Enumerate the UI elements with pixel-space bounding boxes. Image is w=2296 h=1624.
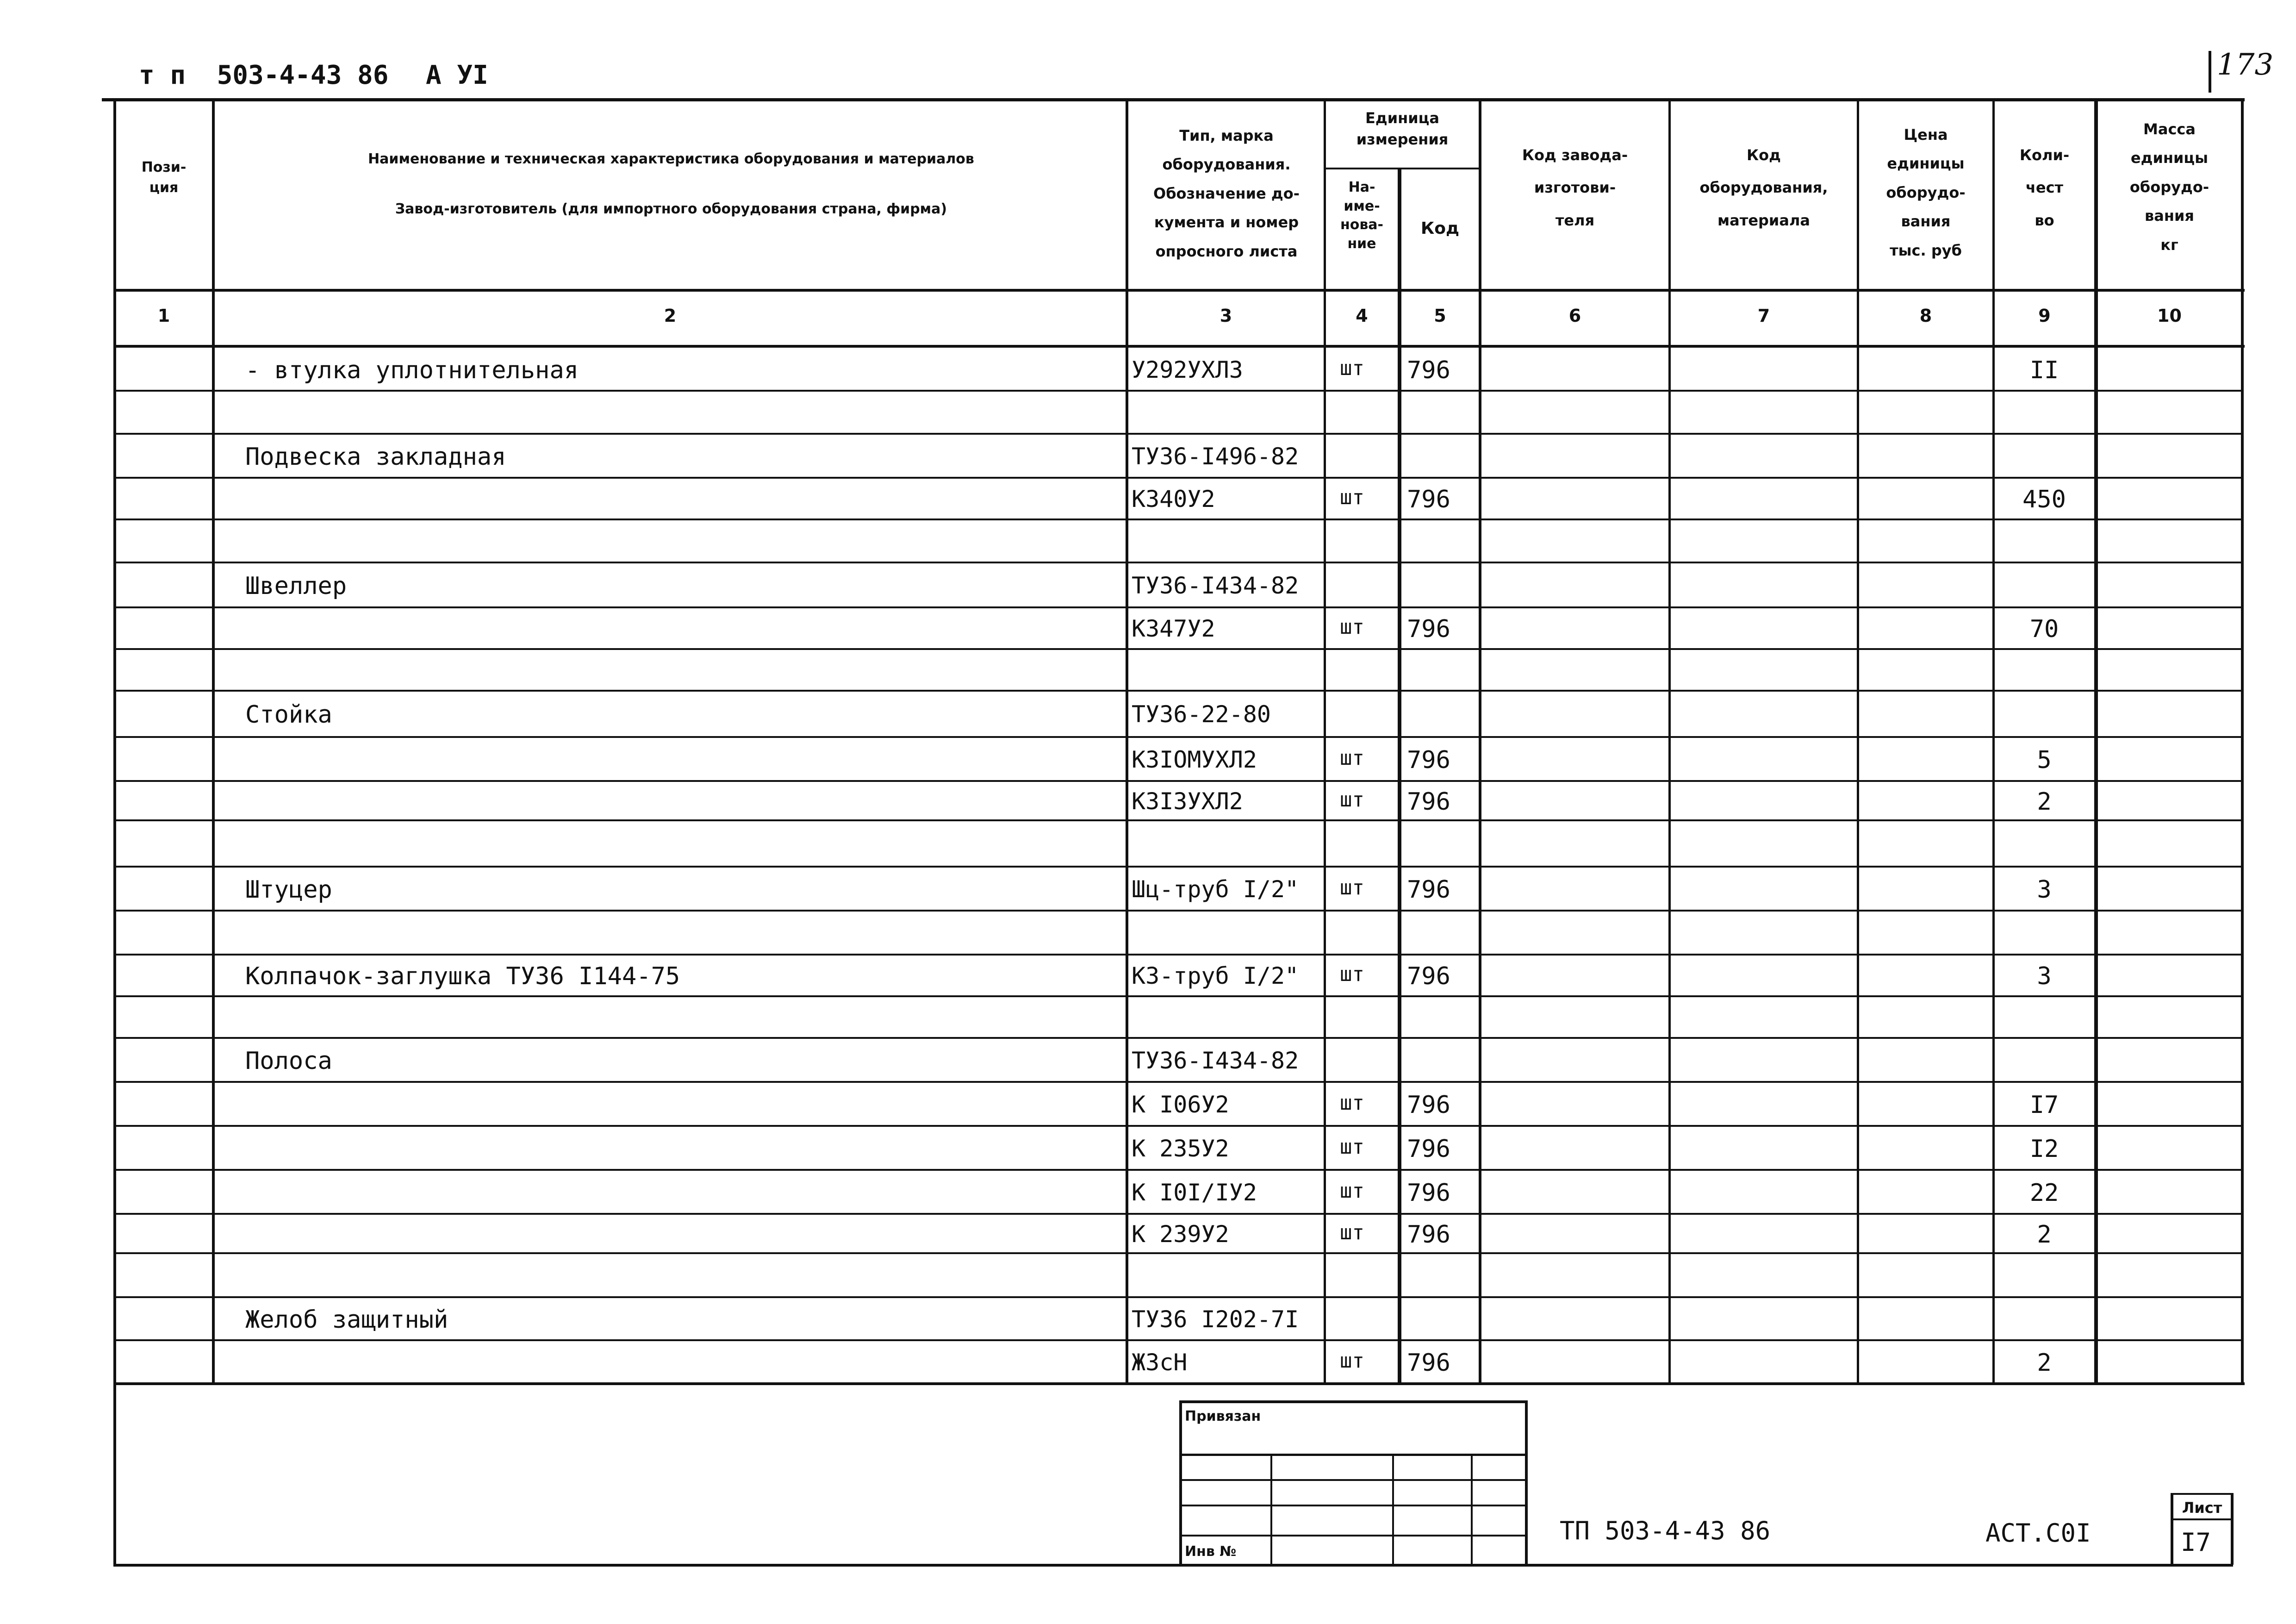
row-name: Стойка (245, 701, 332, 729)
colnum-10: 10 (2157, 306, 2182, 326)
row-code: 796 (1407, 615, 1450, 643)
col-line-4-5 (1398, 168, 1401, 1385)
table-bottom-border (113, 1382, 2245, 1385)
row-qty: 3 (2037, 876, 2052, 904)
header-manufacturer-code: Код завода- изготови- теля (1522, 146, 1628, 229)
row-name: - втулка уплотнительная (245, 356, 579, 384)
row-separator (113, 954, 2244, 956)
stamp-sheet-number: I7 (2181, 1528, 2211, 1557)
row-separator (113, 433, 2244, 435)
row-type: Шц-труб I/2" (1132, 876, 1299, 903)
row-separator (113, 780, 2244, 782)
row-separator (113, 1169, 2244, 1171)
row-unit: шт (1340, 962, 1364, 986)
row-code: 796 (1407, 1135, 1450, 1163)
row-qty: 2 (2037, 1349, 2052, 1377)
stamp-inv-label: Инв № (1185, 1543, 1237, 1560)
colnum-9: 9 (2038, 306, 2051, 326)
row-type: К3-труб I/2" (1132, 962, 1299, 989)
stamp-sheet-right (2231, 1493, 2234, 1565)
row-code: 796 (1407, 1349, 1450, 1377)
colnum-3: 3 (1220, 306, 1232, 326)
row-unit: шт (1340, 1349, 1364, 1373)
header-type: Тип, марка оборудования. Обозначение до- кумента и номер опросного листа (1153, 127, 1300, 260)
col-line-2-3 (1126, 98, 1128, 1385)
stamp-bottom-line (113, 1564, 2233, 1567)
colnum-1: 1 (157, 306, 170, 326)
row-type: ТУ36-22-80 (1132, 701, 1271, 728)
header-bottom-border (113, 289, 2245, 292)
header-price: Цена единицы оборудо- вания тыс. руб (1886, 126, 1966, 259)
handwritten-page-number: 173 (2217, 48, 2274, 82)
row-qty: 2 (2037, 1221, 2052, 1249)
colnum-5: 5 (1434, 306, 1446, 326)
row-qty: 22 (2029, 1179, 2059, 1207)
row-type: К I06У2 (1132, 1091, 1229, 1118)
row-separator (113, 1339, 2244, 1341)
row-separator (113, 562, 2244, 563)
stamp-sheet-code: АСТ.С0I (1985, 1518, 2091, 1548)
stamp-privyazan-label: Привязан (1185, 1408, 1261, 1424)
row-type: ТУ36-I434-82 (1132, 1047, 1299, 1074)
row-separator (113, 736, 2244, 738)
row-type: У292УХЛ3 (1132, 356, 1243, 383)
row-unit: шт (1340, 1091, 1364, 1115)
row-qty: II (2029, 356, 2059, 384)
row-code: 796 (1407, 1091, 1450, 1119)
stamp-left (1179, 1400, 1182, 1565)
row-qty: I7 (2029, 1091, 2059, 1119)
row-unit: шт (1340, 486, 1364, 509)
row-name: Полоса (245, 1047, 332, 1075)
col-line-6-7 (1668, 98, 1671, 1385)
stamp-privyazan-row3 (1179, 1505, 1526, 1506)
row-separator (113, 606, 2244, 608)
row-name: Подвеска закладная (245, 443, 506, 471)
row-code: 796 (1407, 746, 1450, 774)
col-line-9-10 (2094, 98, 2098, 1385)
row-separator (113, 648, 2244, 650)
row-qty: 2 (2037, 788, 2052, 816)
stamp-sheet-top (2171, 1493, 2233, 1495)
row-type: К340У2 (1132, 486, 1215, 512)
row-code: 796 (1407, 1179, 1450, 1207)
row-separator (113, 690, 2244, 692)
header-name-line2: Завод-изготовитель (для импортного оборудования страна, фирма) (395, 201, 947, 217)
row-qty: 70 (2029, 615, 2059, 643)
row-separator (113, 477, 2244, 479)
row-type: ТУ36-I434-82 (1132, 572, 1299, 599)
header-equipment-code: Код оборудования, материала (1699, 146, 1828, 229)
stamp-col-2 (1392, 1454, 1394, 1565)
row-type: К3I3УХЛ2 (1132, 788, 1243, 815)
document-code: т п 503-4-43 86 (139, 60, 389, 90)
row-unit: шт (1340, 1135, 1364, 1159)
row-code: 796 (1407, 876, 1450, 904)
row-separator (113, 1296, 2244, 1298)
row-unit: шт (1340, 356, 1364, 380)
colnum-8: 8 (1919, 306, 1932, 326)
row-code: 796 (1407, 962, 1450, 990)
header-mass: Масса единицы оборудо- вания кг (2129, 120, 2209, 254)
page-number-tick (2209, 51, 2211, 93)
table-top-border (102, 98, 2245, 101)
row-type: К347У2 (1132, 615, 1215, 642)
row-qty: 5 (2037, 746, 2052, 774)
colnum-7: 7 (1757, 306, 1770, 326)
row-type: Ж3сН (1132, 1349, 1188, 1376)
row-name: Швеллер (245, 572, 347, 600)
col-line-right (2241, 98, 2244, 1385)
stamp-col-1 (1270, 1454, 1272, 1565)
row-unit: шт (1340, 1179, 1364, 1203)
row-name: Желоб защитный (245, 1306, 448, 1334)
row-unit: шт (1340, 746, 1364, 770)
row-unit: шт (1340, 788, 1364, 812)
row-qty: 450 (2022, 486, 2066, 513)
row-code: 796 (1407, 486, 1450, 513)
stamp-privyazan-row2 (1179, 1479, 1526, 1481)
row-type: ТУ36 I202-7I (1132, 1306, 1299, 1333)
stamp-col-3 (1471, 1454, 1473, 1565)
col-line-5-6 (1479, 98, 1481, 1385)
row-type: К I0I/IУ2 (1132, 1179, 1257, 1206)
row-type: К 235У2 (1132, 1135, 1229, 1162)
row-unit: шт (1340, 1221, 1364, 1244)
row-separator (113, 1081, 2244, 1083)
row-code: 796 (1407, 356, 1450, 384)
row-unit: шт (1340, 615, 1364, 639)
row-separator (113, 1252, 2244, 1254)
row-separator (113, 910, 2244, 912)
row-qty: I2 (2029, 1135, 2059, 1163)
row-type: К3IОМУХЛ2 (1132, 746, 1257, 773)
row-separator (113, 1213, 2244, 1215)
row-separator (113, 518, 2244, 520)
stamp-sheet-mid (2171, 1518, 2233, 1520)
colnum-2: 2 (664, 306, 677, 326)
row-type: ТУ36-I496-82 (1132, 443, 1299, 470)
colnum-bottom-border (113, 345, 2245, 348)
row-type: К 239У2 (1132, 1221, 1229, 1248)
header-unit-code: Код (1420, 219, 1460, 238)
stamp-right (1525, 1400, 1528, 1565)
stamp-privyazan-row4 (1179, 1535, 1526, 1537)
row-qty: 3 (2037, 962, 2052, 990)
row-separator (113, 866, 2244, 868)
row-separator (113, 995, 2244, 997)
stamp-sheet-label: Лист (2182, 1499, 2222, 1517)
stamp-privyazan-top (1179, 1400, 1526, 1403)
row-code: 796 (1407, 788, 1450, 816)
header-unit-name: На- име- нова- ние (1340, 179, 1384, 252)
col-line-1-2 (212, 98, 215, 1385)
colnum-4: 4 (1356, 306, 1368, 326)
row-unit: шт (1340, 876, 1364, 899)
row-code: 796 (1407, 1221, 1450, 1249)
header-unit-group: Единица измерения (1356, 109, 1449, 149)
header-position: Пози- ция (141, 159, 187, 196)
stamp-privyazan-row1 (1179, 1454, 1526, 1456)
row-separator (113, 1037, 2244, 1039)
colnum-6: 6 (1568, 306, 1581, 326)
row-separator (113, 390, 2244, 392)
album-label: А УI (426, 60, 488, 90)
stamp-doc-code: ТП 503-4-43 86 (1560, 1516, 1771, 1545)
row-name: Штуцер (245, 876, 332, 904)
row-separator (113, 1125, 2244, 1127)
col-line-7-8 (1857, 98, 1859, 1385)
header-quantity: Коли- чест во (2019, 146, 2070, 229)
col-line-3-4 (1324, 98, 1326, 1385)
row-separator (113, 819, 2244, 821)
row-name: Колпачок-заглушка ТУ36 I144-75 (245, 962, 680, 990)
header-name-line1: Наименование и техническая характеристика оборудования и материалов (368, 151, 974, 167)
